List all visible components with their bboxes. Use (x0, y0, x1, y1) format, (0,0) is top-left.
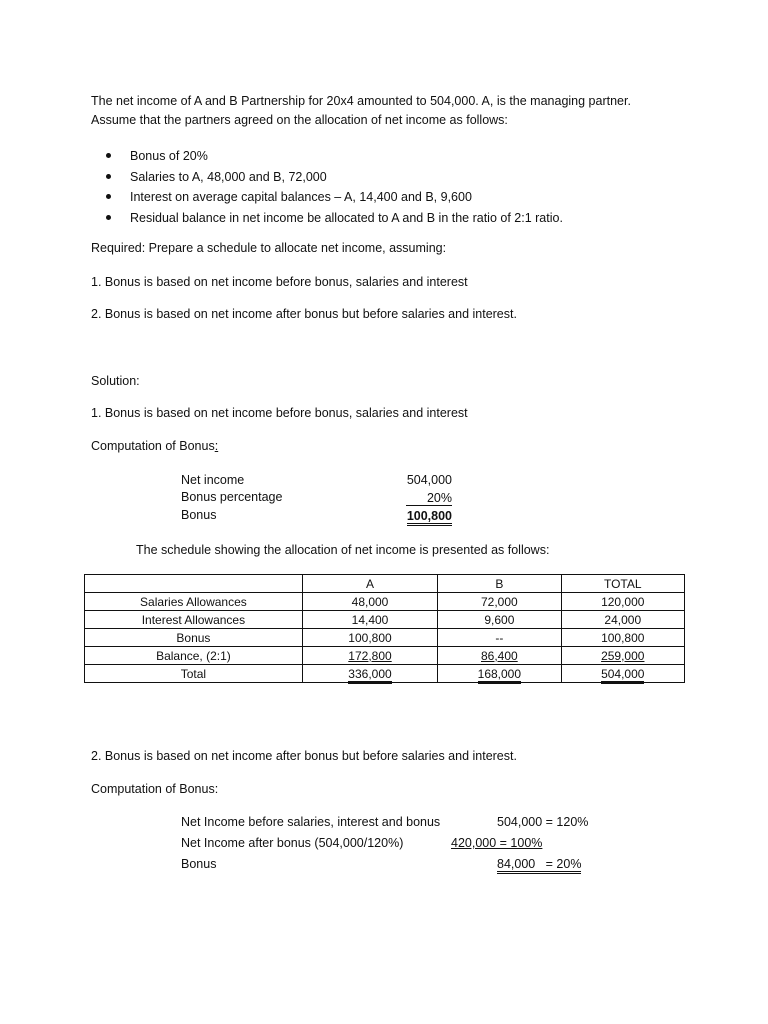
bullet-icon (106, 194, 111, 199)
solution-label: Solution: (91, 374, 140, 388)
table-row (85, 611, 685, 629)
table-row (85, 629, 685, 647)
bullet-icon (106, 153, 111, 158)
table-row (85, 593, 685, 611)
table-cell: 120,000 (561, 593, 684, 611)
part2-row-value: 84,000 = 20% (497, 858, 581, 871)
required-text: Required: Prepare a schedule to allocate net income, assuming: (91, 241, 447, 255)
intro-line-1: The net income of A and B Partnership for 20x4 amounted to 504,000. A, is the managing partner. (91, 94, 631, 108)
table-row (85, 665, 685, 683)
part2-heading: 2. Bonus is based on net income after bonus but before salaries and interest. (91, 749, 517, 763)
list-item: Bonus of 20% (91, 148, 563, 169)
table-cell: 168,000 (438, 665, 561, 683)
part1-row-value: 100,800 (380, 509, 452, 523)
table-cell: Total (85, 665, 303, 683)
intro-line-2: Assume that the partners agreed on the allocation of net income as follows: (91, 113, 508, 127)
schedule-caption: The schedule showing the allocation of net income is presented as follows: (136, 543, 550, 557)
table-cell: 100,800 (561, 629, 684, 647)
table-cell: 48,000 (302, 593, 437, 611)
table-cell: 9,600 (438, 611, 561, 629)
table-cell: 336,000 (302, 665, 437, 683)
table-cell: 259,000 (561, 647, 684, 665)
table-cell: 172,800 (302, 647, 437, 665)
part1-heading: 1. Bonus is based on net income before bonus, salaries and interest (91, 406, 468, 420)
table-cell: 72,000 (438, 593, 561, 611)
part2-row-value: 504,000 = 120% (497, 815, 589, 829)
requirement-2: 2. Bonus is based on net income after bonus but before salaries and interest. (91, 307, 517, 321)
table-cell: Interest Allowances (85, 611, 303, 629)
table-cell: 504,000 (561, 665, 684, 683)
part2-row-label: Bonus (181, 857, 217, 871)
table-cell: Bonus (85, 629, 303, 647)
part1-row-label: Net income (181, 473, 245, 487)
list-item: Salaries to A, 48,000 and B, 72,000 (91, 169, 563, 190)
allocation-terms-list (91, 148, 563, 230)
part1-row-value: 20% (380, 491, 452, 506)
allocation-table (84, 574, 685, 683)
table-cell: 100,800 (302, 629, 437, 647)
part2-row-value: 420,000 = 100% (451, 836, 543, 850)
table-cell: Salaries Allowances (85, 593, 303, 611)
part1-computation-title: Computation of Bonus: (91, 439, 219, 453)
table-cell: Balance, (2:1) (85, 647, 303, 665)
part2-row-label: Net Income before salaries, interest and bonus (181, 815, 441, 829)
list-item: Residual balance in net income be allocated to A and B in the ratio of 2:1 ratio. (91, 210, 563, 231)
table-header: B (438, 575, 561, 593)
part2-row-label: Net Income after bonus (504,000/120%) (181, 836, 404, 850)
table-header (85, 575, 303, 593)
part2-computation-title: Computation of Bonus: (91, 782, 219, 796)
bullet-icon (106, 215, 111, 220)
table-cell: 24,000 (561, 611, 684, 629)
part1-row-value: 504,000 (406, 473, 452, 487)
table-header: A (302, 575, 437, 593)
part1-row-label: Bonus percentage (181, 490, 283, 504)
table-header-row (85, 575, 685, 593)
list-item: Interest on average capital balances – A, 14,400 and B, 9,600 (91, 189, 563, 210)
table-cell: 86,400 (438, 647, 561, 665)
table-cell: 14,400 (302, 611, 437, 629)
table-cell: -- (438, 629, 561, 647)
requirement-1: 1. Bonus is based on net income before bonus, salaries and interest (91, 275, 468, 289)
table-row (85, 647, 685, 665)
table-header: TOTAL (561, 575, 684, 593)
intro-paragraph (91, 92, 691, 130)
bullet-icon (106, 174, 111, 179)
part1-row-label: Bonus (181, 508, 217, 522)
